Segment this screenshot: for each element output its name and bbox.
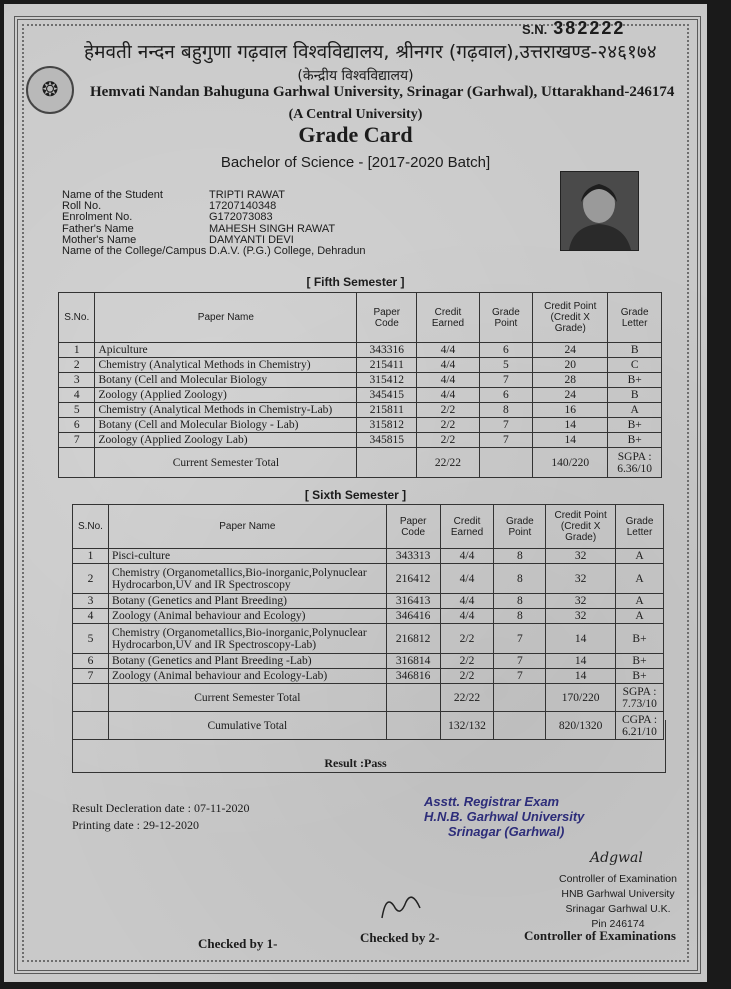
- cell-grade-point: 6: [479, 343, 533, 358]
- cell-grade-point: 8: [494, 549, 546, 564]
- col-grade-letter: Grade Letter: [608, 293, 662, 343]
- cell-sno: 6: [59, 418, 95, 433]
- cell-credit-point: 24: [533, 343, 608, 358]
- cell-paper-code: 216812: [386, 624, 440, 654]
- dates: [72, 800, 250, 834]
- cell-credit-earned: 4/4: [417, 373, 479, 388]
- cell-paper-name: Zoology (Animal behaviour and Ecology-Lab): [108, 669, 386, 684]
- cell-paper-code: 346816: [386, 669, 440, 684]
- cell-sno: 5: [59, 403, 95, 418]
- table-row: [73, 594, 664, 609]
- cell-sno: 4: [73, 609, 109, 624]
- sixth-semester-title: [ Sixth Semester ]: [304, 488, 407, 502]
- cell-credit-earned: 2/2: [440, 669, 494, 684]
- table-row: [59, 343, 662, 358]
- cell-paper-name: Botany (Genetics and Plant Breeding -Lab): [108, 654, 386, 669]
- student-info: [62, 190, 366, 257]
- table-row: [73, 609, 664, 624]
- table-row: [59, 388, 662, 403]
- cell-credit-earned: 4/4: [417, 388, 479, 403]
- cumulative-total-label: Cumulative Total: [108, 712, 386, 740]
- document-title: Grade Card: [298, 122, 413, 147]
- paper-name-line: Hydrocarbon,UV and IR Spectroscopy-Lab): [111, 638, 317, 651]
- serial-label: S.N.: [522, 22, 548, 37]
- cell-credit-point: 32: [546, 609, 616, 624]
- stamp-line: HNB Garhwal University: [561, 888, 675, 900]
- printing-date: Printing date : 29-12-2020: [72, 818, 199, 832]
- cell-grade-point: 7: [479, 418, 533, 433]
- paper-name-line: Chemistry (Organometallics,Bio-inorganic,Polynuclear: [111, 566, 367, 579]
- cell-paper-code: 315412: [357, 373, 417, 388]
- cell-credit-point: 24: [533, 388, 608, 403]
- cell-credit-earned: 4/4: [417, 343, 479, 358]
- cell-grade-letter: B+: [608, 373, 662, 388]
- fifth-sgpa: [608, 448, 662, 478]
- checker-signature-icon: [376, 888, 426, 924]
- paper-name-line: Hydrocarbon,UV and IR Spectroscopy: [111, 578, 291, 591]
- table-row: [59, 373, 662, 388]
- cell-credit-point: 14: [546, 654, 616, 669]
- cell-grade-point: 6: [479, 388, 533, 403]
- fifth-total-label: Current Semester Total: [95, 448, 357, 478]
- cell-paper-code: 345815: [357, 433, 417, 448]
- father-name: MAHESH SINGH RAWAT: [209, 222, 336, 235]
- cell-paper-code: 345415: [357, 388, 417, 403]
- cell-grade-point: 7: [479, 433, 533, 448]
- info-label: Name of the Student: [62, 189, 163, 201]
- cell-grade-letter: A: [616, 609, 664, 624]
- cell-grade-point: 8: [494, 594, 546, 609]
- seal-line: H.N.B. Garhwal University: [424, 809, 585, 824]
- cell-paper-name: Apiculture: [95, 343, 357, 358]
- cell-paper-code: 215811: [357, 403, 417, 418]
- cell-paper-code: 316814: [386, 654, 440, 669]
- table-row: [59, 358, 662, 373]
- table-row: [73, 654, 664, 669]
- fifth-semester-table: [58, 292, 662, 478]
- cell-paper-name: Botany (Genetics and Plant Breeding): [108, 594, 386, 609]
- roll-no: 17207140348: [209, 200, 277, 213]
- cell-credit-earned: 4/4: [440, 564, 494, 594]
- cell-credit-earned: 2/2: [440, 624, 494, 654]
- cell-credit-point: 32: [546, 549, 616, 564]
- enrolment-no: G172073083: [209, 211, 273, 224]
- cell-sno: 6: [73, 654, 109, 669]
- col-sno: S.No.: [59, 293, 95, 343]
- cell-grade-point: 7: [494, 654, 546, 669]
- cell-paper-name: Pisci-culture: [108, 549, 386, 564]
- cell-sno: 3: [73, 594, 109, 609]
- cell-credit-point: 16: [533, 403, 608, 418]
- cell-credit-earned: 4/4: [440, 594, 494, 609]
- sgpa-label: SGPA :: [617, 450, 652, 463]
- cell-sno: 5: [73, 624, 109, 654]
- seal-line: Asstt. Registrar Exam: [424, 794, 560, 809]
- sixth-total-credit-point: 170/220: [546, 684, 616, 712]
- info-label: Enrolment No.: [62, 211, 133, 224]
- col-credit-point: Credit Point (Credit X Grade): [533, 293, 608, 343]
- col-paper-code: Paper Code: [357, 293, 417, 343]
- col-paper-name: Paper Name: [108, 505, 386, 549]
- cell-credit-point: 28: [533, 373, 608, 388]
- cell-grade-letter: A: [616, 564, 664, 594]
- cell-credit-earned: 4/4: [417, 358, 479, 373]
- cell-paper-code: 343313: [386, 549, 440, 564]
- cell-sno: 1: [73, 549, 109, 564]
- cell-grade-point: 7: [479, 373, 533, 388]
- cell-sno: 2: [59, 358, 95, 373]
- cell-credit-point: 20: [533, 358, 608, 373]
- english-title: Hemvati Nandan Bahuguna Garhwal University, Srinagar (Garhwal), Uttarakhand-246174: [90, 84, 675, 100]
- col-grade-point: Grade Point: [494, 505, 546, 549]
- serial-value: 382222: [553, 18, 626, 38]
- cell-paper-code: 315812: [357, 418, 417, 433]
- hindi-subtitle: (केन्द्रीय विश्वविद्यालय): [297, 68, 414, 84]
- paper-name-line: Chemistry (Organometallics,Bio-inorganic,Polynuclear: [111, 626, 367, 639]
- cell-paper-code: 316413: [386, 594, 440, 609]
- seal-line: Srinagar (Garhwal): [448, 824, 565, 839]
- sgpa-label: SGPA :: [622, 685, 657, 698]
- sixth-total-credit: 22/22: [440, 684, 494, 712]
- cell-credit-earned: 4/4: [440, 609, 494, 624]
- fifth-total-credit: 22/22: [417, 448, 479, 478]
- checked-by-2: Checked by 2-: [360, 930, 440, 945]
- controller-signature: Adgwal: [590, 850, 643, 866]
- col-paper-code: Paper Code: [386, 505, 440, 549]
- sgpa-value: 7.73/10: [622, 697, 657, 710]
- cell-credit-earned: 2/2: [417, 403, 479, 418]
- university-logo-icon: ❂: [26, 66, 74, 114]
- cell-paper-name: Chemistry (Analytical Methods in Chemistry-Lab): [95, 403, 357, 418]
- serial-number: [522, 18, 625, 39]
- cell-credit-earned: 2/2: [417, 433, 479, 448]
- col-paper-name: Paper Name: [95, 293, 357, 343]
- cell-paper-code: 346416: [386, 609, 440, 624]
- cell-paper-code: 215411: [357, 358, 417, 373]
- cell-credit-earned: 2/2: [440, 654, 494, 669]
- student-name: TRIPTI RAWAT: [209, 189, 285, 201]
- student-photo: [560, 171, 639, 251]
- cell-grade-letter: B: [608, 388, 662, 403]
- registrar-seal: [424, 794, 584, 839]
- cell-paper-code: 343316: [357, 343, 417, 358]
- cgpa-value: 6.21/10: [622, 725, 657, 738]
- declaration-date: Result Decleration date : 07-11-2020: [72, 801, 250, 815]
- stamp-line: Pin 246174: [591, 918, 645, 930]
- college-name: D.A.V. (P.G.) College, Dehradun: [209, 245, 366, 258]
- grade-card-page: [4, 4, 707, 982]
- batch-title: Bachelor of Science - [2017-2020 Batch]: [220, 154, 491, 171]
- checked-by-1: Checked by 1-: [198, 936, 278, 951]
- english-subtitle: (A Central University): [288, 107, 423, 122]
- cell-paper-name: [108, 564, 386, 594]
- cell-credit-earned: 4/4: [440, 549, 494, 564]
- cell-grade-letter: B+: [608, 418, 662, 433]
- cell-grade-letter: A: [616, 594, 664, 609]
- table-row: [59, 433, 662, 448]
- cumulative-credit-point: 820/1320: [546, 712, 616, 740]
- cell-credit-point: 32: [546, 564, 616, 594]
- fifth-semester-title: [ Fifth Semester ]: [306, 275, 405, 289]
- col-credit-point: Credit Point (Credit X Grade): [546, 505, 616, 549]
- col-sno: S.No.: [73, 505, 109, 549]
- stamp-line: Controller of Examination: [559, 873, 677, 885]
- info-label: Father's Name: [62, 222, 134, 235]
- table-row: [73, 624, 664, 654]
- cell-paper-name: Zoology (Animal behaviour and Ecology): [108, 609, 386, 624]
- cell-paper-code: 216412: [386, 564, 440, 594]
- cell-grade-point: 7: [494, 624, 546, 654]
- table-row: [59, 403, 662, 418]
- cell-credit-point: 14: [533, 418, 608, 433]
- cell-grade-letter: B+: [616, 654, 664, 669]
- col-grade-letter: Grade Letter: [616, 505, 664, 549]
- hindi-title: हेमवती नन्दन बहुगुणा गढ़वाल विश्वविद्यालय, श्रीनगर (गढ़वाल),उत्तराखण्ड-२४६१७४: [84, 41, 657, 63]
- cumulative-credit: 132/132: [440, 712, 494, 740]
- cell-grade-point: 8: [494, 609, 546, 624]
- cell-grade-letter: A: [608, 403, 662, 418]
- cell-grade-point: 8: [494, 564, 546, 594]
- info-label: Mother's Name: [62, 233, 137, 246]
- col-credit-earned: Credit Earned: [417, 293, 479, 343]
- cell-credit-point: 32: [546, 594, 616, 609]
- table-row: [73, 669, 664, 684]
- cell-credit-earned: 2/2: [417, 418, 479, 433]
- cell-grade-letter: B+: [608, 433, 662, 448]
- cell-credit-point: 14: [546, 669, 616, 684]
- cell-sno: 2: [73, 564, 109, 594]
- cell-credit-point: 14: [546, 624, 616, 654]
- cell-grade-point: 8: [479, 403, 533, 418]
- table-row: [73, 549, 664, 564]
- sixth-total-label: Current Semester Total: [108, 684, 386, 712]
- mother-name: DAMYANTI DEVI: [209, 233, 294, 246]
- cell-grade-letter: B+: [616, 624, 664, 654]
- cell-sno: 7: [73, 669, 109, 684]
- cell-paper-name: [108, 624, 386, 654]
- cell-paper-name: Zoology (Applied Zoology): [95, 388, 357, 403]
- cell-grade-letter: B: [608, 343, 662, 358]
- fifth-total-credit-point: 140/220: [533, 448, 608, 478]
- cell-grade-letter: C: [608, 358, 662, 373]
- cell-sno: 3: [59, 373, 95, 388]
- cell-paper-name: Chemistry (Analytical Methods in Chemistry): [95, 358, 357, 373]
- col-credit-earned: Credit Earned: [440, 505, 494, 549]
- sgpa-value: 6.36/10: [617, 462, 653, 475]
- stamp-line: Srinagar Garhwal U.K.: [565, 903, 671, 915]
- cell-grade-point: 5: [479, 358, 533, 373]
- cell-grade-point: 7: [494, 669, 546, 684]
- cell-paper-name: Botany (Cell and Molecular Biology - Lab): [95, 418, 357, 433]
- sixth-semester-table: [72, 504, 664, 740]
- controller-of-examinations: Controller of Examinations: [524, 928, 676, 943]
- info-label: Roll No.: [62, 200, 102, 213]
- info-label: Name of the College/Campus: [62, 245, 207, 258]
- sixth-sgpa: [616, 684, 664, 712]
- cell-sno: 4: [59, 388, 95, 403]
- col-grade-point: Grade Point: [479, 293, 533, 343]
- cell-sno: 1: [59, 343, 95, 358]
- cell-paper-name: Zoology (Applied Zoology Lab): [95, 433, 357, 448]
- cell-grade-letter: A: [616, 549, 664, 564]
- controller-stamp: [548, 872, 688, 932]
- cell-credit-point: 14: [533, 433, 608, 448]
- cell-grade-letter: B+: [616, 669, 664, 684]
- cell-sno: 7: [59, 433, 95, 448]
- cell-paper-name: Botany (Cell and Molecular Biology: [95, 373, 357, 388]
- result-text: Result :Pass: [324, 756, 387, 770]
- table-row: [59, 418, 662, 433]
- cgpa-label: CGPA :: [621, 713, 658, 726]
- table-row: [73, 564, 664, 594]
